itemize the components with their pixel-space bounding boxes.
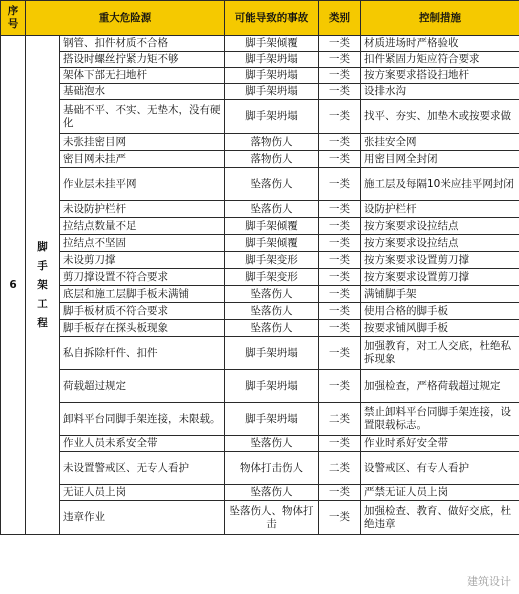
header-hazard: 重大危险源 — [26, 1, 225, 36]
measure-cell: 使用合格的脚手板 — [361, 303, 519, 320]
accident-cell: 坠落伤人 — [225, 320, 319, 337]
watermark: 建筑设计 — [467, 575, 511, 588]
table-row — [1, 403, 519, 436]
category-cell: 二类 — [319, 452, 361, 485]
measure-cell: 加强教育，对工人交底，杜绝私拆现象 — [361, 337, 519, 370]
category-cell: 一类 — [319, 134, 361, 151]
table-row — [1, 452, 519, 485]
hazard-cell: 架体下部无扫地杆 — [60, 68, 225, 84]
measure-cell: 禁止卸料平台同脚手架连接，设置限载标志。 — [361, 403, 519, 436]
accident-cell: 坠落伤人 — [225, 168, 319, 201]
table-row — [1, 269, 519, 286]
accident-cell: 脚手架倾覆 — [225, 36, 319, 52]
category-cell: 一类 — [319, 269, 361, 286]
table-row — [1, 68, 519, 84]
table-row — [1, 436, 519, 452]
category-cell: 一类 — [319, 151, 361, 168]
measure-cell: 按方案要求设拉结点 — [361, 235, 519, 252]
accident-cell: 脚手架坍塌 — [225, 370, 319, 403]
accident-cell: 坠落伤人 — [225, 436, 319, 452]
accident-cell: 落物伤人 — [225, 134, 319, 151]
category-cell: 一类 — [319, 168, 361, 201]
measure-cell: 按方案要求搭设扫地杆 — [361, 68, 519, 84]
measure-cell: 按要求铺风脚手板 — [361, 320, 519, 337]
measure-cell: 满铺脚手架 — [361, 286, 519, 303]
category-cell: 一类 — [319, 485, 361, 501]
header-row — [1, 1, 519, 36]
hazard-cell: 荷载超过规定 — [60, 370, 225, 403]
measure-cell: 找平、夯实、加垫木或按要求做 — [361, 100, 519, 134]
category-cell: 一类 — [319, 303, 361, 320]
hazard-cell: 未设剪刀撑 — [60, 252, 225, 269]
hazard-cell: 作业人员未系安全带 — [60, 436, 225, 452]
table-row — [1, 235, 519, 252]
table-row — [1, 36, 519, 52]
category-cell: 一类 — [319, 68, 361, 84]
hazard-cell: 无证人员上岗 — [60, 485, 225, 501]
table-row — [1, 501, 519, 535]
measure-cell: 材质进场时严格验收 — [361, 36, 519, 52]
measure-cell: 作业时系好安全带 — [361, 436, 519, 452]
group-cell — [26, 36, 60, 535]
measure-cell: 加强检查、教育、做好交底，杜绝违章 — [361, 501, 519, 535]
accident-cell: 脚手架坍塌 — [225, 100, 319, 134]
category-cell: 一类 — [319, 218, 361, 235]
table-row — [1, 252, 519, 269]
hazard-cell: 基础泡水 — [60, 84, 225, 100]
hazard-cell: 未设置警戒区、无专人看护 — [60, 452, 225, 485]
table-row — [1, 52, 519, 68]
measure-cell: 按方案要求设置剪刀撑 — [361, 252, 519, 269]
accident-cell: 脚手架倾覆 — [225, 218, 319, 235]
table-row — [1, 100, 519, 134]
category-cell: 一类 — [319, 36, 361, 52]
accident-cell: 脚手架坍塌 — [225, 337, 319, 370]
category-cell: 一类 — [319, 436, 361, 452]
category-cell: 一类 — [319, 501, 361, 535]
header-measures: 控制措施 — [361, 1, 519, 36]
table-row — [1, 84, 519, 100]
header-seq: 序号 — [1, 1, 26, 36]
hazard-cell: 未设防护栏杆 — [60, 201, 225, 218]
category-cell: 一类 — [319, 201, 361, 218]
hazard-cell: 未张挂密目网 — [60, 134, 225, 151]
hazard-cell: 脚手板存在探头板现象 — [60, 320, 225, 337]
measure-cell: 张挂安全网 — [361, 134, 519, 151]
measure-cell: 按方案要求设拉结点 — [361, 218, 519, 235]
hazard-cell: 基础不平、不实、无垫木，没有硬化 — [60, 100, 225, 134]
category-cell: 一类 — [319, 84, 361, 100]
accident-cell: 脚手架变形 — [225, 252, 319, 269]
table-row — [1, 151, 519, 168]
hazard-cell: 搭设时螺丝拧紧力矩不够 — [60, 52, 225, 68]
measure-cell: 设排水沟 — [361, 84, 519, 100]
table-body — [1, 36, 519, 535]
header-category: 类别 — [319, 1, 361, 36]
measure-cell: 按方案要求设置剪刀撑 — [361, 269, 519, 286]
measure-cell: 加强检查，严格荷载超过规定 — [361, 370, 519, 403]
accident-cell: 坠落伤人 — [225, 303, 319, 320]
table-row — [1, 134, 519, 151]
accident-cell: 脚手架坍塌 — [225, 84, 319, 100]
table-row — [1, 485, 519, 501]
header-accident: 可能导致的事故 — [225, 1, 319, 36]
table-row — [1, 370, 519, 403]
hazard-cell: 作业层未挂平网 — [60, 168, 225, 201]
accident-cell: 落物伤人 — [225, 151, 319, 168]
table-row — [1, 303, 519, 320]
accident-cell: 脚手架倾覆 — [225, 235, 319, 252]
hazard-cell: 拉结点不坚固 — [60, 235, 225, 252]
seq-cell: 6 — [1, 36, 26, 535]
hazard-cell: 卸料平台同脚手架连接，未限载。 — [60, 403, 225, 436]
hazard-cell: 钢管、扣件材质不合格 — [60, 36, 225, 52]
measure-cell: 施工层及每隔10米应挂平网封闭 — [361, 168, 519, 201]
category-cell: 一类 — [319, 286, 361, 303]
measure-cell: 严禁无证人员上岗 — [361, 485, 519, 501]
accident-cell: 坠落伤人、物体打击 — [225, 501, 319, 535]
hazard-cell: 底层和施工层脚手板未满铺 — [60, 286, 225, 303]
group-name: 脚手架工程 — [37, 240, 48, 329]
accident-cell: 脚手架坍塌 — [225, 68, 319, 84]
measure-cell: 扣件紧固力矩应符合要求 — [361, 52, 519, 68]
table-row — [1, 218, 519, 235]
category-cell: 一类 — [319, 337, 361, 370]
table-row — [1, 320, 519, 337]
table-row — [1, 201, 519, 218]
accident-cell: 脚手架坍塌 — [225, 52, 319, 68]
accident-cell: 坠落伤人 — [225, 286, 319, 303]
category-cell: 一类 — [319, 100, 361, 134]
hazard-cell: 私自拆除杆件、扣件 — [60, 337, 225, 370]
measure-cell: 用密目网全封闭 — [361, 151, 519, 168]
table-row — [1, 337, 519, 370]
category-cell: 一类 — [319, 235, 361, 252]
category-cell: 一类 — [319, 52, 361, 68]
category-cell: 一类 — [319, 320, 361, 337]
accident-cell: 坠落伤人 — [225, 201, 319, 218]
hazard-cell: 拉结点数量不足 — [60, 218, 225, 235]
category-cell: 一类 — [319, 370, 361, 403]
category-cell: 一类 — [319, 252, 361, 269]
accident-cell: 物体打击伤人 — [225, 452, 319, 485]
hazard-cell: 密目网未挂严 — [60, 151, 225, 168]
accident-cell: 脚手架坍塌 — [225, 403, 319, 436]
accident-cell: 坠落伤人 — [225, 485, 319, 501]
hazard-cell: 脚手板材质不符合要求 — [60, 303, 225, 320]
table-row — [1, 286, 519, 303]
table-row — [1, 168, 519, 201]
hazard-cell: 剪刀撑设置不符合要求 — [60, 269, 225, 286]
category-cell: 二类 — [319, 403, 361, 436]
measure-cell: 设警戒区、有专人看护 — [361, 452, 519, 485]
accident-cell: 脚手架变形 — [225, 269, 319, 286]
measure-cell: 设防护栏杆 — [361, 201, 519, 218]
hazard-cell: 违章作业 — [60, 501, 225, 535]
